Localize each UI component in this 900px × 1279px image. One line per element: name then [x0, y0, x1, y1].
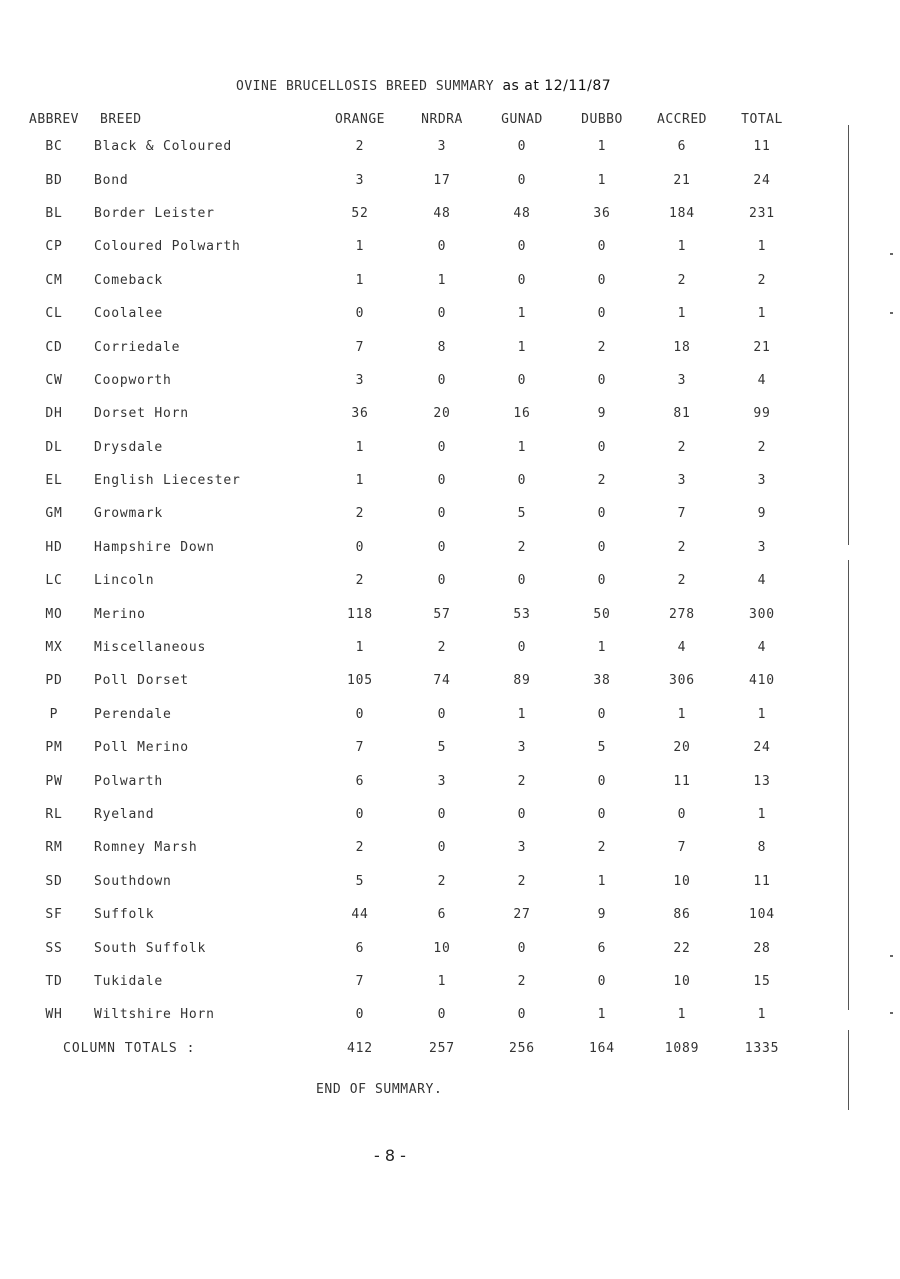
table-row: [18, 230, 802, 263]
count-accred: 2: [677, 573, 687, 589]
breed-abbrev: GM: [45, 506, 63, 522]
count-gunad: 3: [517, 740, 527, 756]
count-dubbo: 6: [597, 940, 607, 956]
table-row: [18, 898, 802, 931]
breed-abbrev: SF: [45, 907, 63, 923]
breed-name: Poll Dorset: [94, 673, 189, 689]
count-nrdra: 48: [433, 205, 451, 221]
count-dubbo: 36: [593, 205, 611, 221]
count-orange: 1: [355, 272, 365, 288]
breed-name: Border Leister: [94, 205, 215, 221]
count-accred: 1: [677, 239, 687, 255]
total-total: 1335: [744, 1040, 780, 1056]
count-orange: 0: [355, 807, 365, 822]
count-gunad: 0: [517, 372, 527, 388]
breed-name: Comeback: [94, 272, 164, 288]
count-total: 300: [749, 606, 775, 622]
count-accred: 306: [669, 673, 695, 689]
breed-abbrev: SS: [45, 940, 63, 956]
table-row: [18, 698, 802, 731]
count-total: 9: [757, 506, 767, 522]
count-orange: 2: [355, 573, 365, 589]
table-header-row: [18, 108, 802, 130]
count-nrdra: 0: [437, 306, 447, 322]
count-orange: 52: [351, 205, 369, 221]
count-total: 11: [753, 873, 771, 889]
count-total: 4: [757, 640, 767, 656]
count-nrdra: 3: [437, 139, 447, 155]
header-nrdra: NRDRA: [421, 111, 463, 127]
table-row: [18, 865, 802, 898]
breed-name: Tukidale: [94, 973, 164, 989]
count-nrdra: 2: [437, 873, 447, 889]
count-dubbo: 2: [597, 339, 607, 355]
count-orange: 36: [351, 406, 369, 422]
count-total: 3: [757, 473, 767, 489]
count-orange: 0: [355, 539, 365, 555]
count-orange: 1: [355, 239, 365, 255]
count-dubbo: 0: [597, 439, 607, 455]
count-total: 1: [757, 1007, 767, 1023]
breed-name: Corriedale: [94, 339, 181, 355]
count-gunad: 2: [517, 539, 527, 555]
table-row: [18, 497, 802, 530]
count-nrdra: 0: [437, 1007, 447, 1023]
count-dubbo: 0: [597, 372, 607, 388]
count-dubbo: 2: [597, 473, 607, 489]
table-row: [18, 931, 802, 964]
count-dubbo: 50: [593, 606, 611, 622]
breed-name: Perendale: [94, 706, 172, 722]
count-accred: 1: [677, 1007, 687, 1023]
table-row: [18, 130, 802, 163]
count-gunad: 3: [517, 840, 527, 856]
count-total: 11: [753, 139, 771, 155]
count-dubbo: 0: [597, 506, 607, 522]
count-nrdra: 17: [433, 172, 451, 188]
breed-name: Bond: [94, 172, 129, 188]
count-total: 99: [753, 406, 771, 422]
count-total: 3: [757, 539, 767, 555]
table-row: [18, 264, 802, 297]
header-dubbo: DUBBO: [581, 111, 623, 127]
report-date: as at 12/11/87: [502, 78, 612, 94]
count-gunad: 2: [517, 773, 527, 789]
margin-line: [848, 1030, 849, 1110]
count-accred: 81: [673, 406, 691, 422]
count-dubbo: 0: [597, 706, 607, 722]
count-nrdra: 0: [437, 239, 447, 255]
table-row: [18, 564, 802, 597]
breed-abbrev: WH: [45, 1007, 63, 1023]
count-accred: 6: [677, 139, 687, 155]
breed-abbrev: PD: [45, 673, 63, 689]
count-total: 4: [757, 573, 767, 589]
total-gunad: 256: [509, 1040, 535, 1056]
header-orange: ORANGE: [335, 111, 385, 127]
table-row: [18, 764, 802, 797]
count-total: 2: [757, 272, 767, 288]
count-gunad: 0: [517, 807, 527, 822]
count-total: 24: [753, 740, 771, 756]
count-nrdra: 6: [437, 907, 447, 923]
count-total: 1: [757, 706, 767, 722]
count-gunad: 0: [517, 239, 527, 255]
table-row: [18, 197, 802, 230]
scan-speck: [890, 1012, 893, 1014]
count-orange: 7: [355, 973, 365, 989]
count-dubbo: 0: [597, 539, 607, 555]
breed-abbrev: TD: [45, 973, 63, 989]
count-dubbo: 0: [597, 807, 607, 822]
count-dubbo: 0: [597, 773, 607, 789]
count-total: 13: [753, 773, 771, 789]
count-total: 24: [753, 172, 771, 188]
breed-name: Romney Marsh: [94, 840, 198, 856]
breed-name: Wiltshire Horn: [94, 1007, 215, 1023]
count-dubbo: 0: [597, 239, 607, 255]
count-gunad: 1: [517, 306, 527, 322]
count-accred: 22: [673, 940, 691, 956]
breed-abbrev: BL: [45, 205, 63, 221]
count-total: 1: [757, 306, 767, 322]
count-nrdra: 1: [437, 973, 447, 989]
table-row: [18, 397, 802, 430]
end-of-summary: END OF SUMMARY.: [316, 1082, 443, 1097]
count-accred: 11: [673, 773, 691, 789]
count-nrdra: 0: [437, 473, 447, 489]
count-dubbo: 1: [597, 172, 607, 188]
count-orange: 6: [355, 940, 365, 956]
count-orange: 1: [355, 439, 365, 455]
breed-name: Coopworth: [94, 372, 172, 388]
count-accred: 10: [673, 973, 691, 989]
count-orange: 6: [355, 773, 365, 789]
count-dubbo: 0: [597, 272, 607, 288]
count-dubbo: 0: [597, 306, 607, 322]
count-gunad: 27: [513, 907, 531, 923]
count-gunad: 53: [513, 606, 531, 622]
count-gunad: 0: [517, 172, 527, 188]
count-orange: 118: [347, 606, 373, 622]
count-dubbo: 1: [597, 640, 607, 656]
count-dubbo: 0: [597, 973, 607, 989]
header-gunad: GUNAD: [501, 111, 543, 127]
count-gunad: 0: [517, 139, 527, 155]
header-abbrev: ABBREV: [29, 111, 79, 127]
count-orange: 5: [355, 873, 365, 889]
table-row: [18, 831, 802, 864]
table-row: [18, 798, 802, 831]
count-total: 2: [757, 439, 767, 455]
breed-abbrev: MO: [45, 606, 63, 622]
count-gunad: 2: [517, 873, 527, 889]
breed-abbrev: CM: [45, 272, 63, 288]
header-total: TOTAL: [741, 111, 783, 127]
count-orange: 3: [355, 172, 365, 188]
count-dubbo: 2: [597, 840, 607, 856]
count-gunad: 0: [517, 573, 527, 589]
breed-name: English Liecester: [94, 473, 241, 489]
breed-name: Southdown: [94, 873, 172, 889]
count-gunad: 1: [517, 706, 527, 722]
breed-name: Hampshire Down: [94, 539, 215, 555]
breed-name: Drysdale: [94, 439, 164, 455]
count-accred: 7: [677, 840, 687, 856]
count-accred: 18: [673, 339, 691, 355]
count-accred: 3: [677, 372, 687, 388]
count-orange: 105: [347, 673, 373, 689]
breed-abbrev: BD: [45, 172, 63, 188]
breed-abbrev: EL: [45, 473, 63, 489]
count-nrdra: 74: [433, 673, 451, 689]
count-orange: 3: [355, 372, 365, 388]
breed-abbrev: CL: [45, 306, 63, 322]
count-total: 104: [749, 907, 775, 923]
breed-abbrev: CD: [45, 339, 63, 355]
count-orange: 0: [355, 706, 365, 722]
count-dubbo: 1: [597, 1007, 607, 1023]
count-nrdra: 0: [437, 506, 447, 522]
count-nrdra: 0: [437, 573, 447, 589]
total-dubbo: 164: [589, 1040, 615, 1056]
breed-summary-table: [18, 108, 802, 1065]
count-nrdra: 10: [433, 940, 451, 956]
breed-name: Coloured Polwarth: [94, 239, 241, 255]
margin-line: [848, 560, 849, 1010]
breed-abbrev: HD: [45, 539, 63, 555]
count-orange: 1: [355, 640, 365, 656]
count-orange: 1: [355, 473, 365, 489]
breed-name: Suffolk: [94, 907, 155, 923]
report-title-text: OVINE BRUCELLOSIS BREED SUMMARY: [236, 79, 495, 94]
count-nrdra: 57: [433, 606, 451, 622]
breed-name: Ryeland: [94, 807, 155, 822]
totals-label: COLUMN TOTALS :: [63, 1040, 196, 1056]
count-total: 21: [753, 339, 771, 355]
table-row: [18, 431, 802, 464]
scan-speck: [890, 253, 893, 255]
count-nrdra: 1: [437, 272, 447, 288]
count-dubbo: 9: [597, 907, 607, 923]
count-gunad: 1: [517, 339, 527, 355]
table-row: [18, 297, 802, 330]
count-gunad: 0: [517, 473, 527, 489]
column-totals-row: [18, 1032, 802, 1065]
breed-name: Polwarth: [94, 773, 164, 789]
count-gunad: 1: [517, 439, 527, 455]
count-gunad: 16: [513, 406, 531, 422]
total-orange: 412: [347, 1040, 373, 1056]
count-accred: 1: [677, 306, 687, 322]
breed-abbrev: PM: [45, 740, 63, 756]
breed-abbrev: MX: [45, 640, 63, 656]
count-total: 28: [753, 940, 771, 956]
breed-name: Merino: [94, 606, 146, 622]
count-accred: 184: [669, 205, 695, 221]
breed-abbrev: SD: [45, 873, 63, 889]
count-orange: 2: [355, 139, 365, 155]
count-orange: 0: [355, 306, 365, 322]
breed-abbrev: P: [49, 706, 59, 722]
count-nrdra: 0: [437, 372, 447, 388]
breed-abbrev: LC: [45, 573, 63, 589]
breed-abbrev: DL: [45, 439, 63, 455]
count-orange: 44: [351, 907, 369, 923]
count-orange: 2: [355, 506, 365, 522]
breed-name: Miscellaneous: [94, 640, 207, 656]
breed-name: South Suffolk: [94, 940, 207, 956]
count-accred: 2: [677, 272, 687, 288]
scan-speck: [890, 312, 893, 314]
count-accred: 21: [673, 172, 691, 188]
count-dubbo: 1: [597, 873, 607, 889]
count-accred: 4: [677, 640, 687, 656]
count-total: 4: [757, 372, 767, 388]
count-gunad: 89: [513, 673, 531, 689]
count-nrdra: 0: [437, 539, 447, 555]
breed-name: Dorset Horn: [94, 406, 189, 422]
count-nrdra: 0: [437, 439, 447, 455]
count-nrdra: 3: [437, 773, 447, 789]
count-dubbo: 9: [597, 406, 607, 422]
count-accred: 3: [677, 473, 687, 489]
count-accred: 2: [677, 439, 687, 455]
breed-abbrev: CW: [45, 372, 63, 388]
count-accred: 86: [673, 907, 691, 923]
report-title: [236, 78, 611, 94]
count-total: 1: [757, 239, 767, 255]
breed-abbrev: CP: [45, 239, 63, 255]
count-orange: 7: [355, 339, 365, 355]
count-gunad: 0: [517, 272, 527, 288]
count-gunad: 48: [513, 205, 531, 221]
table-row: [18, 965, 802, 998]
table-row: [18, 597, 802, 630]
count-nrdra: 5: [437, 740, 447, 756]
page-number: - 8 -: [374, 1146, 406, 1165]
count-total: 1: [757, 807, 767, 822]
count-nrdra: 0: [437, 706, 447, 722]
table-row: [18, 464, 802, 497]
breed-name: Lincoln: [94, 573, 155, 589]
count-dubbo: 1: [597, 139, 607, 155]
count-accred: 0: [677, 807, 687, 822]
table-row: [18, 163, 802, 196]
count-accred: 10: [673, 873, 691, 889]
table-row: [18, 998, 802, 1031]
count-orange: 0: [355, 1007, 365, 1023]
count-dubbo: 0: [597, 573, 607, 589]
table-row: [18, 631, 802, 664]
count-gunad: 2: [517, 973, 527, 989]
breed-abbrev: DH: [45, 406, 63, 422]
table-row: [18, 330, 802, 363]
count-total: 15: [753, 973, 771, 989]
breed-abbrev: RM: [45, 840, 63, 856]
count-accred: 278: [669, 606, 695, 622]
count-gunad: 0: [517, 1007, 527, 1023]
count-accred: 1: [677, 706, 687, 722]
count-nrdra: 2: [437, 640, 447, 656]
count-nrdra: 20: [433, 406, 451, 422]
count-accred: 2: [677, 539, 687, 555]
count-total: 231: [749, 205, 775, 221]
count-orange: 2: [355, 840, 365, 856]
breed-name: Coolalee: [94, 306, 164, 322]
count-nrdra: 8: [437, 339, 447, 355]
count-gunad: 5: [517, 506, 527, 522]
table-row: [18, 664, 802, 697]
breed-abbrev: RL: [45, 807, 63, 822]
count-nrdra: 0: [437, 807, 447, 822]
breed-abbrev: PW: [45, 773, 63, 789]
breed-name: Growmark: [94, 506, 164, 522]
count-nrdra: 0: [437, 840, 447, 856]
table-row: [18, 731, 802, 764]
count-dubbo: 38: [593, 673, 611, 689]
header-accred: ACCRED: [657, 111, 707, 127]
table-row: [18, 364, 802, 397]
total-nrdra: 257: [429, 1040, 455, 1056]
header-breed: BREED: [100, 111, 142, 127]
margin-line: [848, 125, 849, 545]
breed-abbrev: BC: [45, 139, 63, 155]
count-dubbo: 5: [597, 740, 607, 756]
total-accred: 1089: [664, 1040, 700, 1056]
scan-speck: [890, 955, 893, 957]
table-row: [18, 531, 802, 564]
count-orange: 7: [355, 740, 365, 756]
table-body: [18, 130, 802, 1032]
count-accred: 20: [673, 740, 691, 756]
breed-name: Black & Coloured: [94, 139, 233, 155]
count-gunad: 0: [517, 640, 527, 656]
count-total: 8: [757, 840, 767, 856]
count-total: 410: [749, 673, 775, 689]
count-accred: 7: [677, 506, 687, 522]
count-gunad: 0: [517, 940, 527, 956]
breed-name: Poll Merino: [94, 740, 189, 756]
